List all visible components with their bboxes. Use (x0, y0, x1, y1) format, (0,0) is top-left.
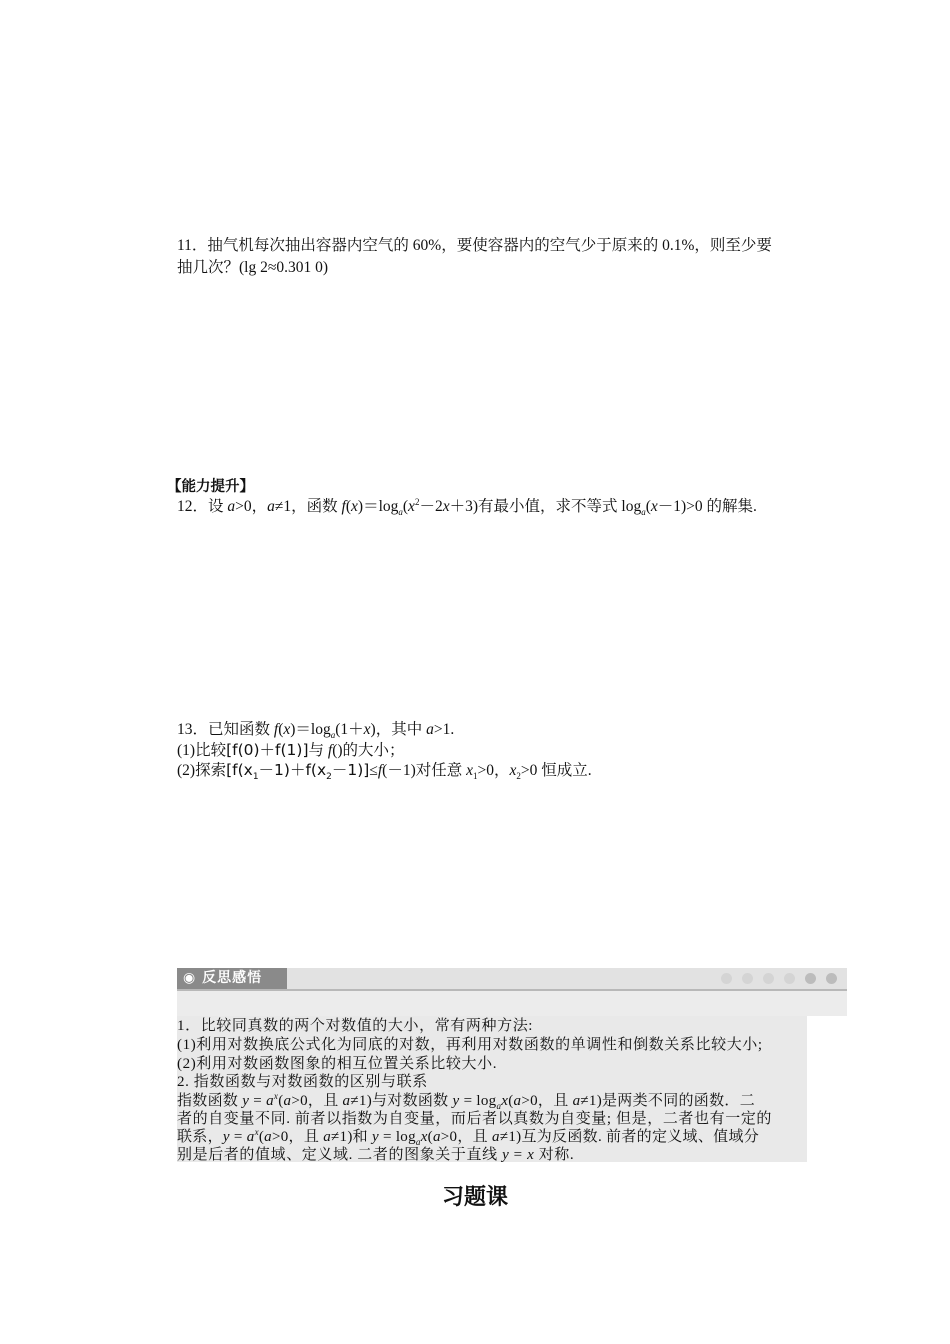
summary-line-1: 1．比较同真数的两个对数值的大小，常有两种方法: (177, 1018, 534, 1034)
dot-icon (805, 973, 816, 984)
problem-13-line-3: (2)探索$[f(x_1-1)+f(x_2-1)]\le f(-1)$对任意 $x_1>0$，$x_2>0$ 恒成立. (177, 761, 592, 783)
dot-icon (742, 973, 753, 984)
problem-13-line-2: (1)比较[f(0)＋f(1)]与 f()的大小； (177, 741, 405, 759)
dot-icon (784, 973, 795, 984)
problem-12: 12．设 a>0，a≠1，函数 $f(x)=\log_a(x^2-2x+3)$有最小值，求不等式 $\log_a(x-1)>0$ 的解集. (177, 496, 757, 518)
problem-13-line-1: 13．已知函数 $f(x)=\log_a(1+x)$，其中 a>1. (177, 721, 455, 741)
summary-line-5: 指数函数 $y = a^x(a>0$，且 a≠1)与对数函数 $y = \log_ax(a>0$，且 a≠1)是两类不同的函数．二 (177, 1091, 756, 1111)
dot-icon (826, 973, 837, 984)
reflection-banner (177, 968, 847, 1016)
decorative-dots (721, 973, 837, 984)
dot-icon (763, 973, 774, 984)
page-title: 习题课 (441, 1185, 508, 1210)
summary-line-2: (1)利用对数换底公式化为同底的对数，再利用对数函数的单调性和倒数关系比较大小; (177, 1037, 763, 1053)
reflection-title: ◉ 反思感悟 (177, 968, 287, 989)
problem-11-line-2: 抽几次？(lg 2≈0.301 0) (177, 259, 329, 276)
summary-line-8: 别是后者的值域、定义域. 二者的图象关于直线 y = x 对称. (177, 1147, 575, 1163)
dot-icon (721, 973, 732, 984)
banner-divider (177, 989, 847, 991)
summary-line-4: 2. 指数函数与对数函数的区别与联系 (177, 1074, 428, 1090)
summary-line-7: 联系，$y = a^x(a>0$，且 a≠1)和 $y = \log_ax(a>0$，且 a≠1)互为反函数. 前者的定义域、值域分 (177, 1127, 760, 1147)
summary-line-3: (2)利用对数函数图象的相互位置关系比较大小. (177, 1056, 498, 1072)
problem-11-line-1: 11．抽气机每次抽出容器内空气的 60%，要使容器内的空气少于原来的 0.1%，则至少要 (177, 237, 772, 254)
section-heading-ability: 【能力提升】 (167, 479, 254, 495)
summary-line-6: 者的自变量不同. 前者以指数为自变量，而后者以真数为自变量; 但是，二者也有一定的 (177, 1111, 773, 1127)
